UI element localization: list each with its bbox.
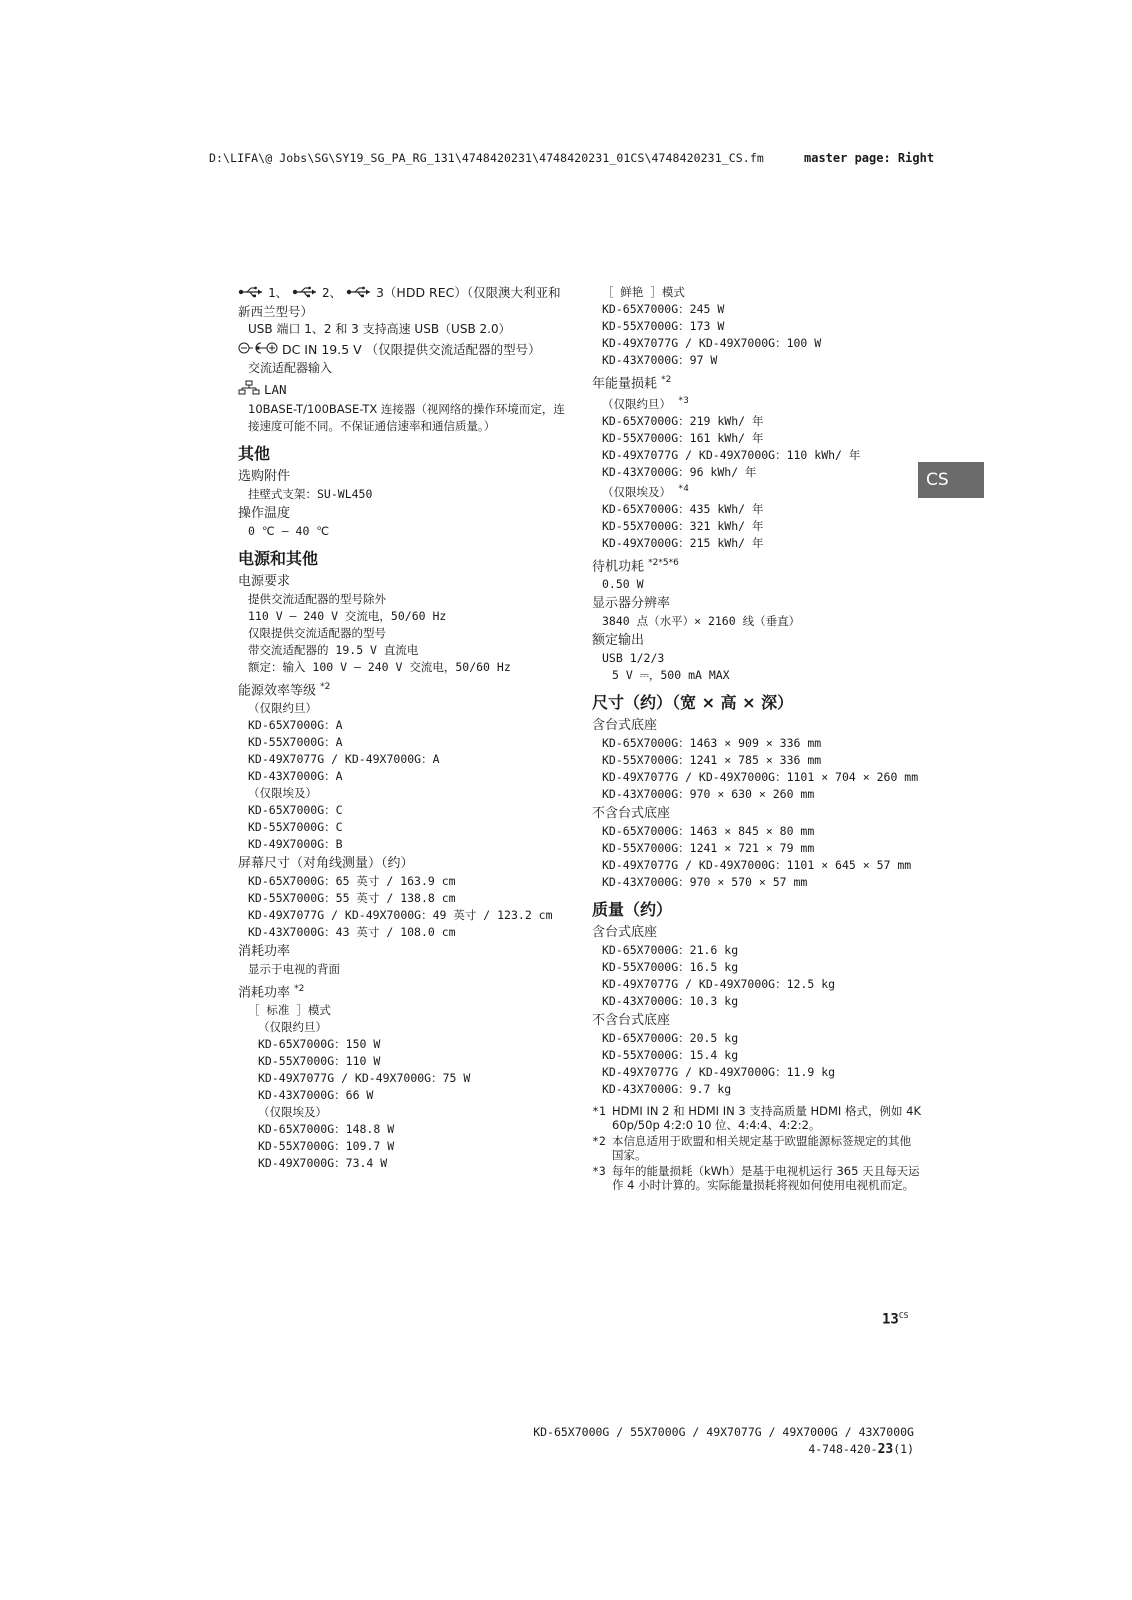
mass-without-stand-title: 不含台式底座 [592,1013,671,1029]
egypt-only-label [592,481,922,501]
usb-port-3-label: 3（HDD REC）（仅限澳大利亚和新西兰型号） [238,285,561,319]
spec-line: KD-65X7000G：245 W [602,302,725,316]
other-heading: 其他 [238,443,271,463]
spec-line: KD-49X7000G：73.4 W [258,1156,388,1171]
footnote-mark: *2 [592,1134,606,1149]
standby-power-label: 待机功耗 [592,559,645,575]
spec-line: KD-65X7000G：1463 × 909 × 336 mm [602,736,822,751]
egypt-only-label: （仅限埃及） [248,785,317,800]
standard-mode-label: ［ 标准 ］模式 [248,1003,331,1018]
power-consumption-2-title [238,980,568,1002]
spec-line: KD-55X7000G：161 kWh/ 年 [602,431,764,446]
page-number [882,1311,909,1328]
screen-size-title: 屏幕尺寸（对角线测量）（约） [238,855,414,871]
spec-line: KD-43X7000G：96 kWh/ 年 [602,465,757,480]
power-req-line: 提供交流适配器的型号除外 [248,591,386,606]
spec-line: KD-43X7000G：970 × 630 × 260 mm [602,787,815,802]
footnote-ref: *2*5*6 [648,557,679,568]
spec-line: KD-65X7000G：1463 × 845 × 80 mm [602,824,815,839]
usb-icon [292,285,318,303]
footnote-ref: *4 [677,484,689,495]
power-req-line: 110 V – 240 V 交流电，50/60 Hz [248,608,447,623]
doc-code-suffix: (1) [893,1442,914,1456]
rated-output-title: 额定输出 [592,633,645,649]
lan-description: 10BASE-T/100BASE-TX 连接器（视网络的操作环境而定，连接速度可能不同。不保证通信速率和通信质量。） [248,401,565,433]
dc-polarity-icon [238,341,278,360]
annual-energy-label: 年能量损耗 [592,376,658,392]
standby-power-value: 0.50 W [602,577,644,592]
mass-with-stand-title: 含台式底座 [592,925,658,941]
dimensions-heading: 尺寸（约）（宽 × 高 × 深） [592,693,794,713]
spec-line: KD-49X7077G / KD-49X7000G：100 W [602,336,822,350]
footnote-text: HDMI IN 2 和 HDMI IN 3 支持高质量 HDMI 格式，例如 4K 60p/50p 4:2:0 10 位、4:4:4、4:2:2。 [612,1104,921,1133]
vivid-mode-label: ［ 鲜艳 ］模式 [602,285,685,299]
power-consumption-value: 显示于电视的背面 [248,961,340,976]
spec-line: KD-55X7000G：C [248,819,343,834]
usb-icon [346,285,372,303]
spec-line: KD-49X7077G / KD-49X7000G：1101 × 645 × 57 mm [602,858,912,873]
file-path-header: D:\LIFA\@ Jobs\SG\SY19_SG_PA_RG_131\4748420231\4748420231_01CS\4748420231_CS.fm [209,151,764,165]
footnote-item [592,1104,922,1132]
jordan-only-label [592,393,922,413]
page-number-suffix: CS [898,1311,909,1320]
page-number-value: 13 [882,1311,899,1328]
usb-port-2-label: 2、 [321,285,343,300]
spec-line: KD-43X7000G：97 W [602,353,718,367]
dc-in-label: DC IN 19.5 V （仅限提供交流适配器的型号） [281,341,541,357]
usb-description: USB 端口 1、2 和 3 支持高速 USB（USB 2.0） [248,321,511,336]
spec-line: KD-43X7000G：10.3 kg [602,994,739,1009]
spec-line: KD-49X7077G / KD-49X7000G：12.5 kg [602,977,836,992]
lan-row [238,380,568,401]
power-consumption-2-label: 消耗功率 [238,985,291,1001]
spec-line: KD-49X7077G / KD-49X7000G：110 kWh/ 年 [602,448,861,463]
spec-line: KD-65X7000G：C [248,802,343,817]
spec-line: KD-55X7000G：321 kWh/ 年 [602,518,764,533]
spec-line: 5 V ⎓，500 mA MAX [612,668,730,683]
right-column [592,284,922,1192]
operating-temp-title: 操作温度 [238,505,291,521]
spec-line: USB 1/2/3 [602,651,665,666]
spec-line: KD-65X7000G：435 kWh/ 年 [602,501,764,516]
doc-code-bold: 23 [877,1442,894,1457]
spec-line: KD-43X7000G：43 英寸 / 108.0 cm [248,924,456,939]
energy-class-title [238,678,568,700]
optional-accessory-title: 选购附件 [238,468,291,484]
lan-label: LAN [263,381,287,397]
power-req-title: 电源要求 [238,573,291,589]
spec-line: KD-65X7000G：148.8 W [258,1122,395,1137]
spec-line: KD-49X7077G / KD-49X7000G：A [248,751,440,766]
spec-line: KD-65X7000G：65 英寸 / 163.9 cm [248,873,456,888]
footer-doc-code [808,1442,914,1457]
resolution-title: 显示器分辨率 [592,596,671,612]
power-req-line: 仅限提供交流适配器的型号 [248,625,386,640]
spec-line: KD-55X7000G：16.5 kg [602,960,739,975]
usb-icon [238,285,264,303]
usb-ports-row [238,284,568,321]
spec-line: KD-65X7000G：A [248,717,343,732]
spec-line: KD-55X7000G：173 W [602,319,725,333]
spec-line: KD-55X7000G：109.7 W [258,1139,395,1154]
spec-line: KD-55X7000G：15.4 kg [602,1048,739,1063]
power-req-line: 额定：输入 100 V – 240 V 交流电，50/60 Hz [248,659,511,674]
footnote-item [592,1134,922,1162]
footnote-ref: *2 [661,375,672,385]
footnote-ref: *2 [320,681,331,692]
footnotes [592,1104,922,1192]
jordan-only-label: （仅限约旦） [248,700,317,715]
spec-line: KD-43X7000G：66 W [258,1088,374,1103]
spec-line: KD-49X7000G：215 kWh/ 年 [602,535,764,550]
spec-line: KD-43X7000G：970 × 570 × 57 mm [602,875,808,890]
footer-models: KD-65X7000G / 55X7000G / 49X7077G / 49X7000G / 43X7000G [533,1425,914,1439]
spec-line: KD-43X7000G：A [248,768,343,783]
energy-class-label: 能源效率等级 [238,682,317,698]
spec-line: KD-49X7000G：B [248,836,343,851]
spec-line: KD-49X7077G / KD-49X7000G：75 W [258,1071,471,1086]
spec-line: KD-49X7077G / KD-49X7000G：49 英寸 / 123.2 cm [248,907,553,922]
footnote-mark: *1 [592,1104,606,1119]
optional-accessory-value: 挂壁式支架：SU-WL450 [248,486,373,501]
egypt-label-text: （仅限埃及） [602,484,671,499]
language-tab: CS [918,462,984,498]
footnote-item [592,1164,922,1192]
spec-line: KD-55X7000G：55 英寸 / 138.8 cm [248,890,456,905]
power-req-list [238,591,568,676]
annual-energy-title [592,371,922,393]
power-heading: 电源和其他 [238,548,319,568]
usb-port-1-label: 1、 [267,285,289,300]
mass-heading: 质量（约） [592,900,673,920]
with-stand-title: 含台式底座 [592,718,658,734]
lan-icon [238,380,260,401]
spec-line: KD-43X7000G：9.7 kg [602,1082,732,1097]
dc-description: 交流适配器输入 [248,360,333,375]
left-column [238,284,568,1172]
spec-line: KD-65X7000G：219 kWh/ 年 [602,414,764,429]
spec-line: KD-55X7000G：110 W [258,1054,381,1069]
resolution-value: 3840 点（水平）× 2160 线（垂直） [602,614,801,629]
doc-code-prefix: 4-748-420- [808,1442,878,1456]
footnote-text: 每年的能量损耗（kWh）是基于电视机运行 365 天且每天运作 4 小时计算的。实际能量损耗将视如何使用电视机而定。 [612,1164,920,1193]
jordan-label-text: （仅限约旦） [602,397,671,412]
footnote-ref: *2 [294,983,305,994]
spec-line: KD-55X7000G：1241 × 785 × 336 mm [602,753,822,768]
operating-temp-value: 0 ℃ – 40 ℃ [248,523,330,538]
spec-line: KD-49X7077G / KD-49X7000G：11.9 kg [602,1065,836,1080]
egypt-only-label: （仅限埃及） [258,1105,327,1120]
jordan-only-label: （仅限约旦） [258,1020,327,1035]
power-req-line: 带交流适配器的 19.5 V 直流电 [248,642,419,657]
spec-line: KD-55X7000G：1241 × 721 × 79 mm [602,841,815,856]
footnote-text: 本信息适用于欧盟和相关规定基于欧盟能源标签规定的其他国家。 [612,1134,911,1163]
spec-line: KD-49X7077G / KD-49X7000G：1101 × 704 × 260 mm [602,770,919,785]
spec-line: KD-65X7000G：150 W [258,1037,381,1052]
footnote-ref: *3 [677,396,689,407]
power-consumption-title: 消耗功率 [238,943,291,959]
footnote-mark: *3 [592,1164,606,1179]
standby-power-title [592,554,922,576]
spec-line: KD-65X7000G：20.5 kg [602,1031,739,1046]
master-page-label: master page: Right [804,151,935,165]
without-stand-title: 不含台式底座 [592,806,671,822]
dc-in-row [238,341,568,360]
spec-line: KD-65X7000G：21.6 kg [602,943,739,958]
spec-line: KD-55X7000G：A [248,734,343,749]
